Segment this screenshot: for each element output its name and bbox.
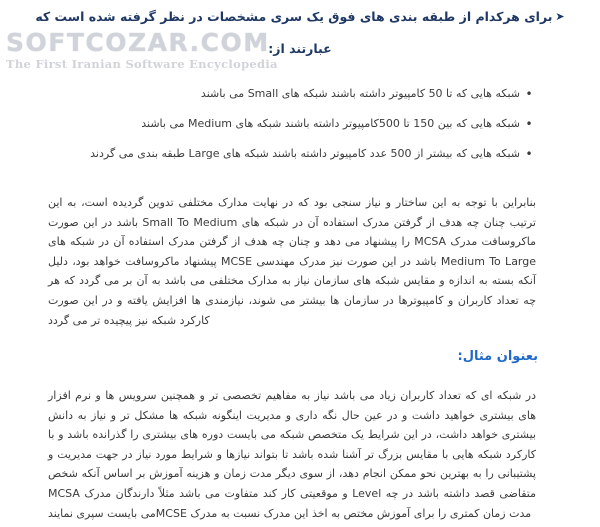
page-title <box>24 9 576 26</box>
list-item <box>64 146 536 162</box>
bullet-icon: • <box>525 117 533 131</box>
body-paragraph-two: در شبکه ای که تعداد کاربران زیاد می باشد نیاز به مفاهیم تخصصی تر و همچنین سرویس ها و نرم افزار های بیشتری خواهید داشت و در عین حال نگه داری و مدیریت اینگونه شبکه ها مشکل تر و نیاز به دانش بیشتری خواهد داشت، در این شرایط یک متخصص شبکه می بایست دوره های بیشتری را گذرانده باشد و با کارکرد شبکه هایی با مقایس بزرگ تر آشنا شده باشد تا بتواند نیازها و شرایط مورد نیاز در جهت مدیریت و پشتیبانی را به بهترین نحو ممکن انجام دهد، از سوی دیگر مدت زمان و هزینه آموزش بر اساس آنکه شخص متقاضی قصد داشته باشد در چه Level و موقعیتی کار کند متفاوت می باشد مثلاً دارندگان مدرک MCSA مدت زمان کمتری را برای آموزش مختص به اخذ این مدرک نسبت به مدرک MCSEمی بایست سپری نمایند <box>48 389 537 520</box>
list-item <box>64 86 536 102</box>
list-item <box>64 116 536 132</box>
classification-list <box>64 86 536 176</box>
bullet-icon: • <box>525 87 533 101</box>
section-heading-example: بعنوان مثال: <box>457 349 538 364</box>
bullet-icon: • <box>525 147 533 161</box>
watermark-subtitle: The First Iranian Software Encyclopedia <box>6 57 278 71</box>
list-item-label: شبکه هایی که بیشتر از 500 عدد کامپیوتر داشته باشند شبکه های Large طبقه بندی می گردند <box>90 147 520 160</box>
page-title-text: برای هرکدام از طبقه بندی های فوق یک سری مشخصات در نظر گرفته شده است که <box>35 9 553 24</box>
subtitle: عبارتند از: <box>268 41 332 56</box>
list-item-label: شبکه هایی که تا 50 کامپیوتر داشته باشند شبکه های Small می باشند <box>200 87 520 100</box>
checkmark-icon: ➤ <box>555 10 565 23</box>
list-item-label: شبکه هایی که بین 150 تا 500کامپیوتر داشته باشند شبکه های Medium می باشند <box>141 117 520 130</box>
body-paragraph-one: بنابراین با توجه به این ساختار و نیاز سنجی بود که در نهایت مدارک مختلفی تدوین گردیده است، به این ترتیب چنان چه هدف از گرفتن مدرک استفاده آن در شبکه های Small To Medium باشد در این صورت ماکروسافت مدرک MCSA را پیشنهاد می دهد و چنان چه هدف از گرفتن مدرک استفاده آن در شبکه های Medium To Large باشد در این صورت نیز مدرک مهندسی MCSE پیشنهاد ماکروسافت خواهد بود، دلیل آنکه بسته به اندازه و مقایس شبکه های سازمان نیاز به مدارک مختلفی می باشد به آن بر می گردد که هر چه تعداد کاربران و کامپیوترها در سازمان ها بیشتر می شوند، نیازمندی ها افزایش یافته و در این صورت کارکرد شبکه نیز پیچیده تر می گردد <box>48 196 537 327</box>
watermark-title: SOFTCOZAR.COM <box>6 28 270 57</box>
